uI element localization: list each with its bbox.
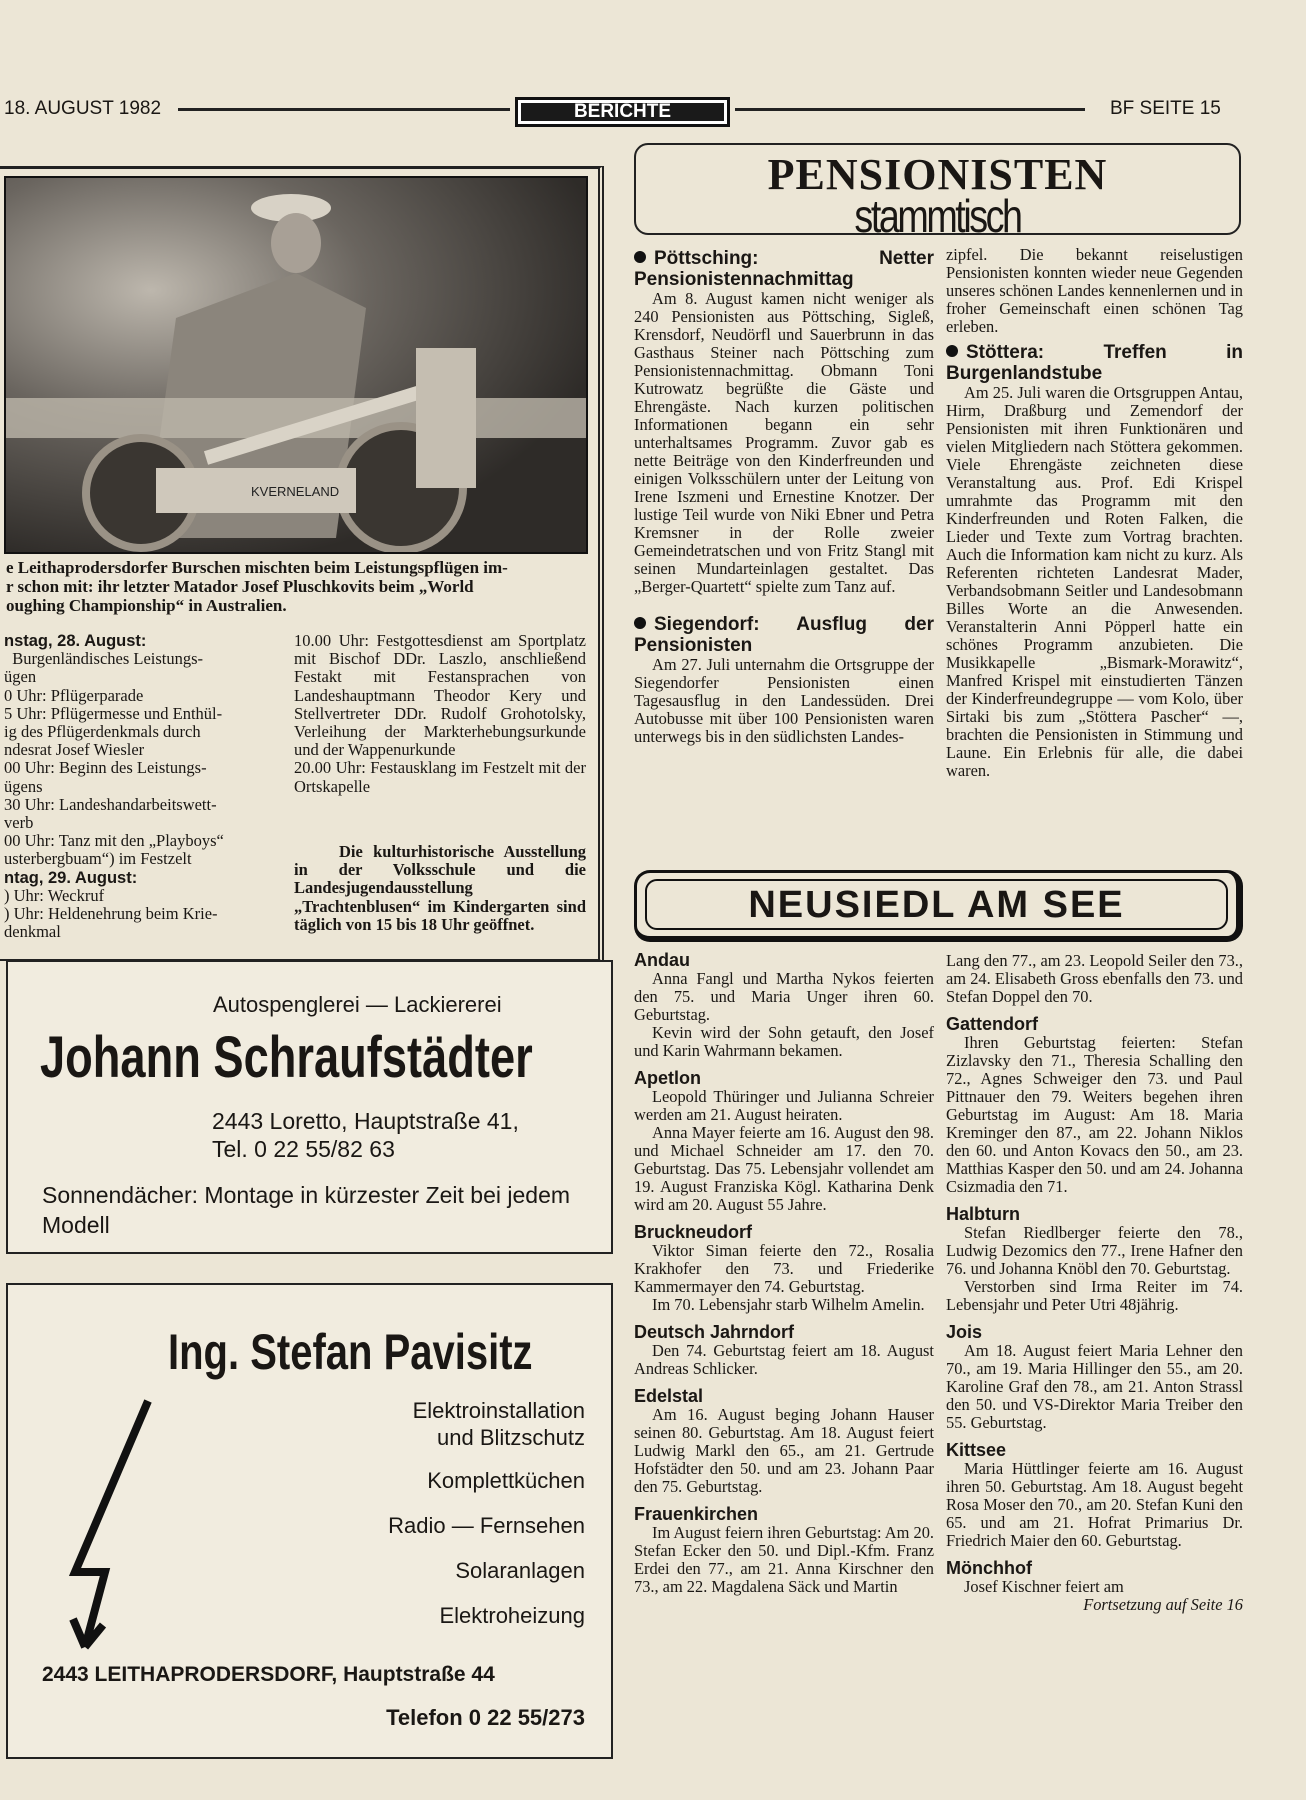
- header-rule: [735, 108, 1085, 111]
- ad-pavisitz: [6, 1283, 613, 1759]
- bullet-icon: [634, 251, 646, 263]
- continued-note: Fortsetzung auf Seite 16: [1083, 1595, 1243, 1614]
- locality-news: Anna Mayer feierte am 16. August den 98. und Michael Schneider am 17. den 70. Geburtstag. Das 75. Lebensjahr vollendet am 19. August Franziska Kögl. Katharina Denk wird am 20. August 55 Jahre.: [634, 1123, 934, 1214]
- photo-plowing: [4, 176, 588, 554]
- service-item: Elektroinstallation: [412, 1398, 585, 1423]
- ad-address: 2443 LEITHAPRODERSDORF, Hauptstraße 44: [42, 1663, 495, 1686]
- schedule-line: 30 Uhr: Landeshandarbeitswett-: [4, 794, 217, 814]
- service-item: Komplettküchen: [427, 1468, 585, 1493]
- article-body: Am 27. Juli unternahm die Ortsgruppe der Siegendorfer Pensionisten einen Tagesausflug in den Landessüden. Drei Autobusse mit über 100 Pensionisten waren unterwegs bis in den südlichsten Landes-: [634, 655, 934, 746]
- locality-news: Maria Hüttlinger feierte am 16. August ihren 50. Geburtstag. Am 18. August begeht Rosa Moser den 70., am 20. Stefan Kuni den 65. und am 21. Hofrat Primarius Dr. Friedrich Maier den 60. Geburtstag.: [946, 1459, 1243, 1550]
- photo-illustration: [6, 178, 588, 554]
- neusiedl-column-2: [946, 952, 1243, 1614]
- pension-column-1: [634, 246, 934, 746]
- issue-date: 18. AUGUST 1982: [4, 98, 162, 119]
- article-heading: Siegendorf: Ausflug der Pensionisten: [634, 614, 934, 656]
- bullet-icon: [634, 617, 646, 629]
- locality-heading: Kittsee: [946, 1440, 1007, 1460]
- locality-news: Stefan Riedlberger feierte den 78., Ludwig Dezomics den 77., Irene Hafner den 76. und Johanna Knöbl den 70. Geburtstag.: [946, 1223, 1243, 1278]
- article-body-continued: Lang den 77., am 23. Leopold Seiler den 73., am 24. Elisabeth Gross ebenfalls den 73. und Stefan Doppel den 70.: [946, 951, 1243, 1006]
- service-item: Solaranlagen: [455, 1558, 585, 1583]
- locality-heading: Halbturn: [946, 1204, 1020, 1224]
- schedule-line: usterbergbuam“) im Festzelt: [4, 849, 192, 869]
- schedule-line: ) Uhr: Heldenehrung beim Krie-: [4, 904, 218, 924]
- locality-heading: Deutsch Jahrndorf: [634, 1322, 795, 1342]
- locality-heading: Bruckneudorf: [634, 1222, 753, 1242]
- schedule-line: nstag, 28. August:: [4, 632, 147, 650]
- pension-column-2: [946, 246, 1243, 780]
- exhibition-notice: Die kulturhistorische Ausstellung in der Volksschule und die Landesjugendausstellung „Trachtenblusen“ im Kindergarten sind täglich von 15 bis 18 Uhr geöffnet.: [294, 842, 586, 934]
- section-label: BERICHTE: [515, 97, 730, 127]
- section-banner-neusiedl: [634, 870, 1243, 942]
- schedule-line: ügen: [4, 667, 37, 687]
- service-item: Radio — Fernsehen: [388, 1513, 585, 1538]
- caption-line: r schon mit: ihr letzter Matador Josef Pluschkovits beim „World: [6, 577, 474, 596]
- ad-business-name: Johann Schraufstädter: [40, 1025, 533, 1090]
- neusiedl-column-1: [634, 950, 934, 1596]
- ad-phone: Telefon 0 22 55/273: [386, 1705, 585, 1730]
- ad-phone: Tel. 0 22 55/82 63: [212, 1136, 395, 1162]
- schedule-line: ntag, 29. August:: [4, 868, 138, 887]
- schedule-line: 00 Uhr: Beginn des Leistungs-: [4, 758, 207, 778]
- locality-news: Im 70. Lebensjahr starb Wilhelm Amelin.: [652, 1295, 925, 1314]
- caption-line: e Leithaprodersdorfer Burschen mischten beim Leistungspflügen im-: [6, 558, 508, 577]
- locality-heading: Jois: [946, 1322, 983, 1342]
- page-number: BF SEITE 15: [1110, 98, 1221, 119]
- schedule-line: 00 Uhr: Tanz mit den „Playboys“: [4, 831, 224, 851]
- locality-news: Viktor Siman feierte den 72., Rosalia Krakhofer den 73. und Friederike Kammermayer den 74. Geburtstag.: [634, 1241, 934, 1296]
- article-body: Am 25. Juli waren die Ortsgruppen Antau, Hirm, Draßburg und Zemendorf der Pensionisten mit ihren Funktionären und vielen Mitgliedern nach Stöttera gekommen. Viele Ehrengäste zeichneten diese Veranstaltung aus. Prof. Edi Krispel umrahmte das Programm mit den Kinderfreunden und Roten Falken, die Lieder und Texte zum Vortrag brachten. Auch die Information kam nicht zu kurz. Als Referenten richteten Landesrat Mader, Verbandsobmann Seitler und Landesobmann Billes Worte an die Anwesenden. Veranstalterin Anni Pöpperl hatte ein schönes Programm anzubieten. Die Musikkapelle „Bismark-Morawitz“, Manfred Krispel mit einstudierten Tänzen der Kinderfreundegruppe — vom Kolo, über Sirtaki bis zum „Stöttera Pascher“ —, brachten die Pensionisten in Stimmung und Laune. Ein Erlebnis für alle, die dabei waren.: [946, 383, 1243, 780]
- article-heading: Pöttsching: Netter Pensionistennachmittag: [634, 248, 934, 290]
- schedule-entry: 10.00 Uhr: Festgottesdienst am Sportplatz mit Bischof DDr. Laszlo, anschließend Festakt mit Festansprachen von Landeshauptmann Theodor Kery und Stellvertreter DDr. Rudolf Grohotolsky, Verleihung der Markterhebungsurkunde und der Wappenurkunde: [294, 631, 586, 760]
- locality-heading: Edelstal: [634, 1386, 704, 1406]
- schedule-right: [294, 632, 586, 796]
- ad-trade: Autospenglerei — Lackiererei: [213, 992, 502, 1017]
- ad-address: 2443 Loretto, Hauptstraße 41,: [212, 1108, 519, 1134]
- locality-heading: Apetlon: [634, 1068, 701, 1088]
- locality-news: Im August feiern ihren Geburtstag: Am 20. Stefan Ecker den 50. und Dipl.-Kfm. Franz Erdei den 77., am 21. Anna Kirschner den 73., am 22. Magdalena Säck und Martin: [634, 1523, 934, 1596]
- schedule-line: ügens: [4, 776, 43, 796]
- schedule-line: denkmal: [4, 922, 61, 942]
- schedule-line: ) Uhr: Weckruf: [4, 885, 105, 905]
- locality-news: Am 18. August feiert Maria Lehner den 70., am 19. Maria Hillinger den 55., am 20. Karoline Graf den 78., am 21. Anton Strassl den 50. und VS-Direktor Maria Treiber den 55. Geburtstag.: [946, 1341, 1243, 1432]
- caption-line: oughing Championship“ in Australien.: [6, 596, 287, 615]
- locality-heading: Gattendorf: [946, 1014, 1038, 1034]
- locality-news: Ihren Geburtstag feierten: Stefan Zizlavsky den 71., Theresia Schalling den 72., Agnes Schweiger den 73. und Paul Pittnauer den 79. Weiters begehen ihren Geburtstag im August: Am 18. Maria Kreminger den 87., am 22. Johann Niklos den 60. und Anton Kovacs den 50., am 23. Matthias Kasper den 50. und am 24. Johanna Csizmadia den 71.: [946, 1033, 1243, 1196]
- lightning-bolt-icon: [63, 1397, 163, 1657]
- locality-news: Kevin wird der Sohn getauft, den Josef und Karin Wahrmann bekamen.: [634, 1023, 934, 1060]
- schedule-line: 0 Uhr: Pflügerparade: [4, 685, 144, 705]
- article-body-continued: zipfel. Die bekannt reiselustigen Pensionisten konnten wieder neue Gegenden unseres schönen Landes kennenlernen und in froher Gemeinschaft einen schönen Tag erleben.: [946, 245, 1243, 336]
- section-title: PENSIONISTEN: [767, 150, 1108, 199]
- locality-heading: Mönchhof: [946, 1558, 1032, 1578]
- ad-business-name: Ing. Stefan Pavisitz: [168, 1324, 533, 1380]
- bullet-icon: [946, 345, 958, 357]
- locality-heading: Frauenkirchen: [634, 1504, 759, 1524]
- ad-services: [388, 1397, 585, 1629]
- photo-caption: [6, 558, 586, 615]
- header-rule: [178, 108, 510, 111]
- ad-note: Sonnendächer: Montage in kürzester Zeit bei jedem Modell: [42, 1182, 571, 1238]
- locality-news: Leopold Thüringer und Julianna Schreier werden am 21. August heiraten.: [634, 1087, 934, 1124]
- section-title: NEUSIEDL AM SEE: [645, 879, 1228, 930]
- svg-text:KVERNELAND: KVERNELAND: [251, 484, 340, 499]
- locality-heading: Andau: [634, 950, 690, 970]
- section-banner-pensionisten: [634, 143, 1241, 242]
- locality-news: Den 74. Geburtstag feiert am 18. August Andreas Schlicker.: [634, 1341, 934, 1378]
- ad-schraufstaedter: [6, 960, 613, 1254]
- schedule-line: ig des Pflügerdenkmals durch: [4, 722, 201, 742]
- schedule-line: verb: [4, 813, 34, 833]
- schedule-line: Burgenländisches Leistungs-: [4, 649, 204, 669]
- schedule-entry: 20.00 Uhr: Festausklang im Festzelt mit der Ortskapelle: [294, 758, 586, 796]
- article-body: Am 8. August kamen nicht weniger als 240 Pensionisten aus Pöttsching, Sigleß, Krensdorf, Neudörfl und Sauerbrunn in das Gasthaus Steiner nach Pöttsching zum Pensionistennachmittag. Obmann Toni Kutrowatz begrüßte die Gäste und Ehrengäste. Nach kurzen politischen Informationen begann ein sehr unterhaltsames Programm. Zuvor gab es nette Beiträge von den Kinderfreunden und einigen Volksschülern unter der Leitung von Irene Iszmeni und Ernestine Knotzer. Der lustige Teil wurde von Niki Ebner und Petra Kremsner in der Rolle zweier Gemeindetratschen und von Fritz Stangl mit seinen Mundarteinlagen gestaltet. Das „Berger-Quartett“ spielte zum Tanz auf.: [634, 289, 934, 596]
- section-subtitle: stammtisch: [854, 190, 1021, 242]
- service-item: und Blitzschutz: [437, 1425, 585, 1450]
- service-item: Elektroheizung: [439, 1603, 585, 1628]
- locality-news: Anna Fangl und Martha Nykos feierten den 75. und Maria Unger ihren 60. Geburtstag.: [634, 969, 934, 1024]
- locality-news: Josef Kischner feiert am: [964, 1577, 1124, 1596]
- locality-news: Am 16. August beging Johann Hauser seinen 80. Geburtstag. Am 18. August feiert Ludwig Markl den 65., am 21. Gertrude Hofstädter den 50. und am 23. Johann Paar den 75. Geburtstag.: [634, 1405, 934, 1496]
- schedule-line: 5 Uhr: Pflügermesse und Enthül-: [4, 703, 223, 723]
- locality-news: Verstorben sind Irma Reiter im 74. Lebensjahr und Peter Utri 48jährig.: [946, 1277, 1243, 1314]
- schedule-left: [4, 632, 284, 941]
- article-heading: Stöttera: Treffen in Burgenlandstube: [946, 342, 1243, 384]
- schedule-line: ndesrat Josef Wiesler: [4, 740, 145, 760]
